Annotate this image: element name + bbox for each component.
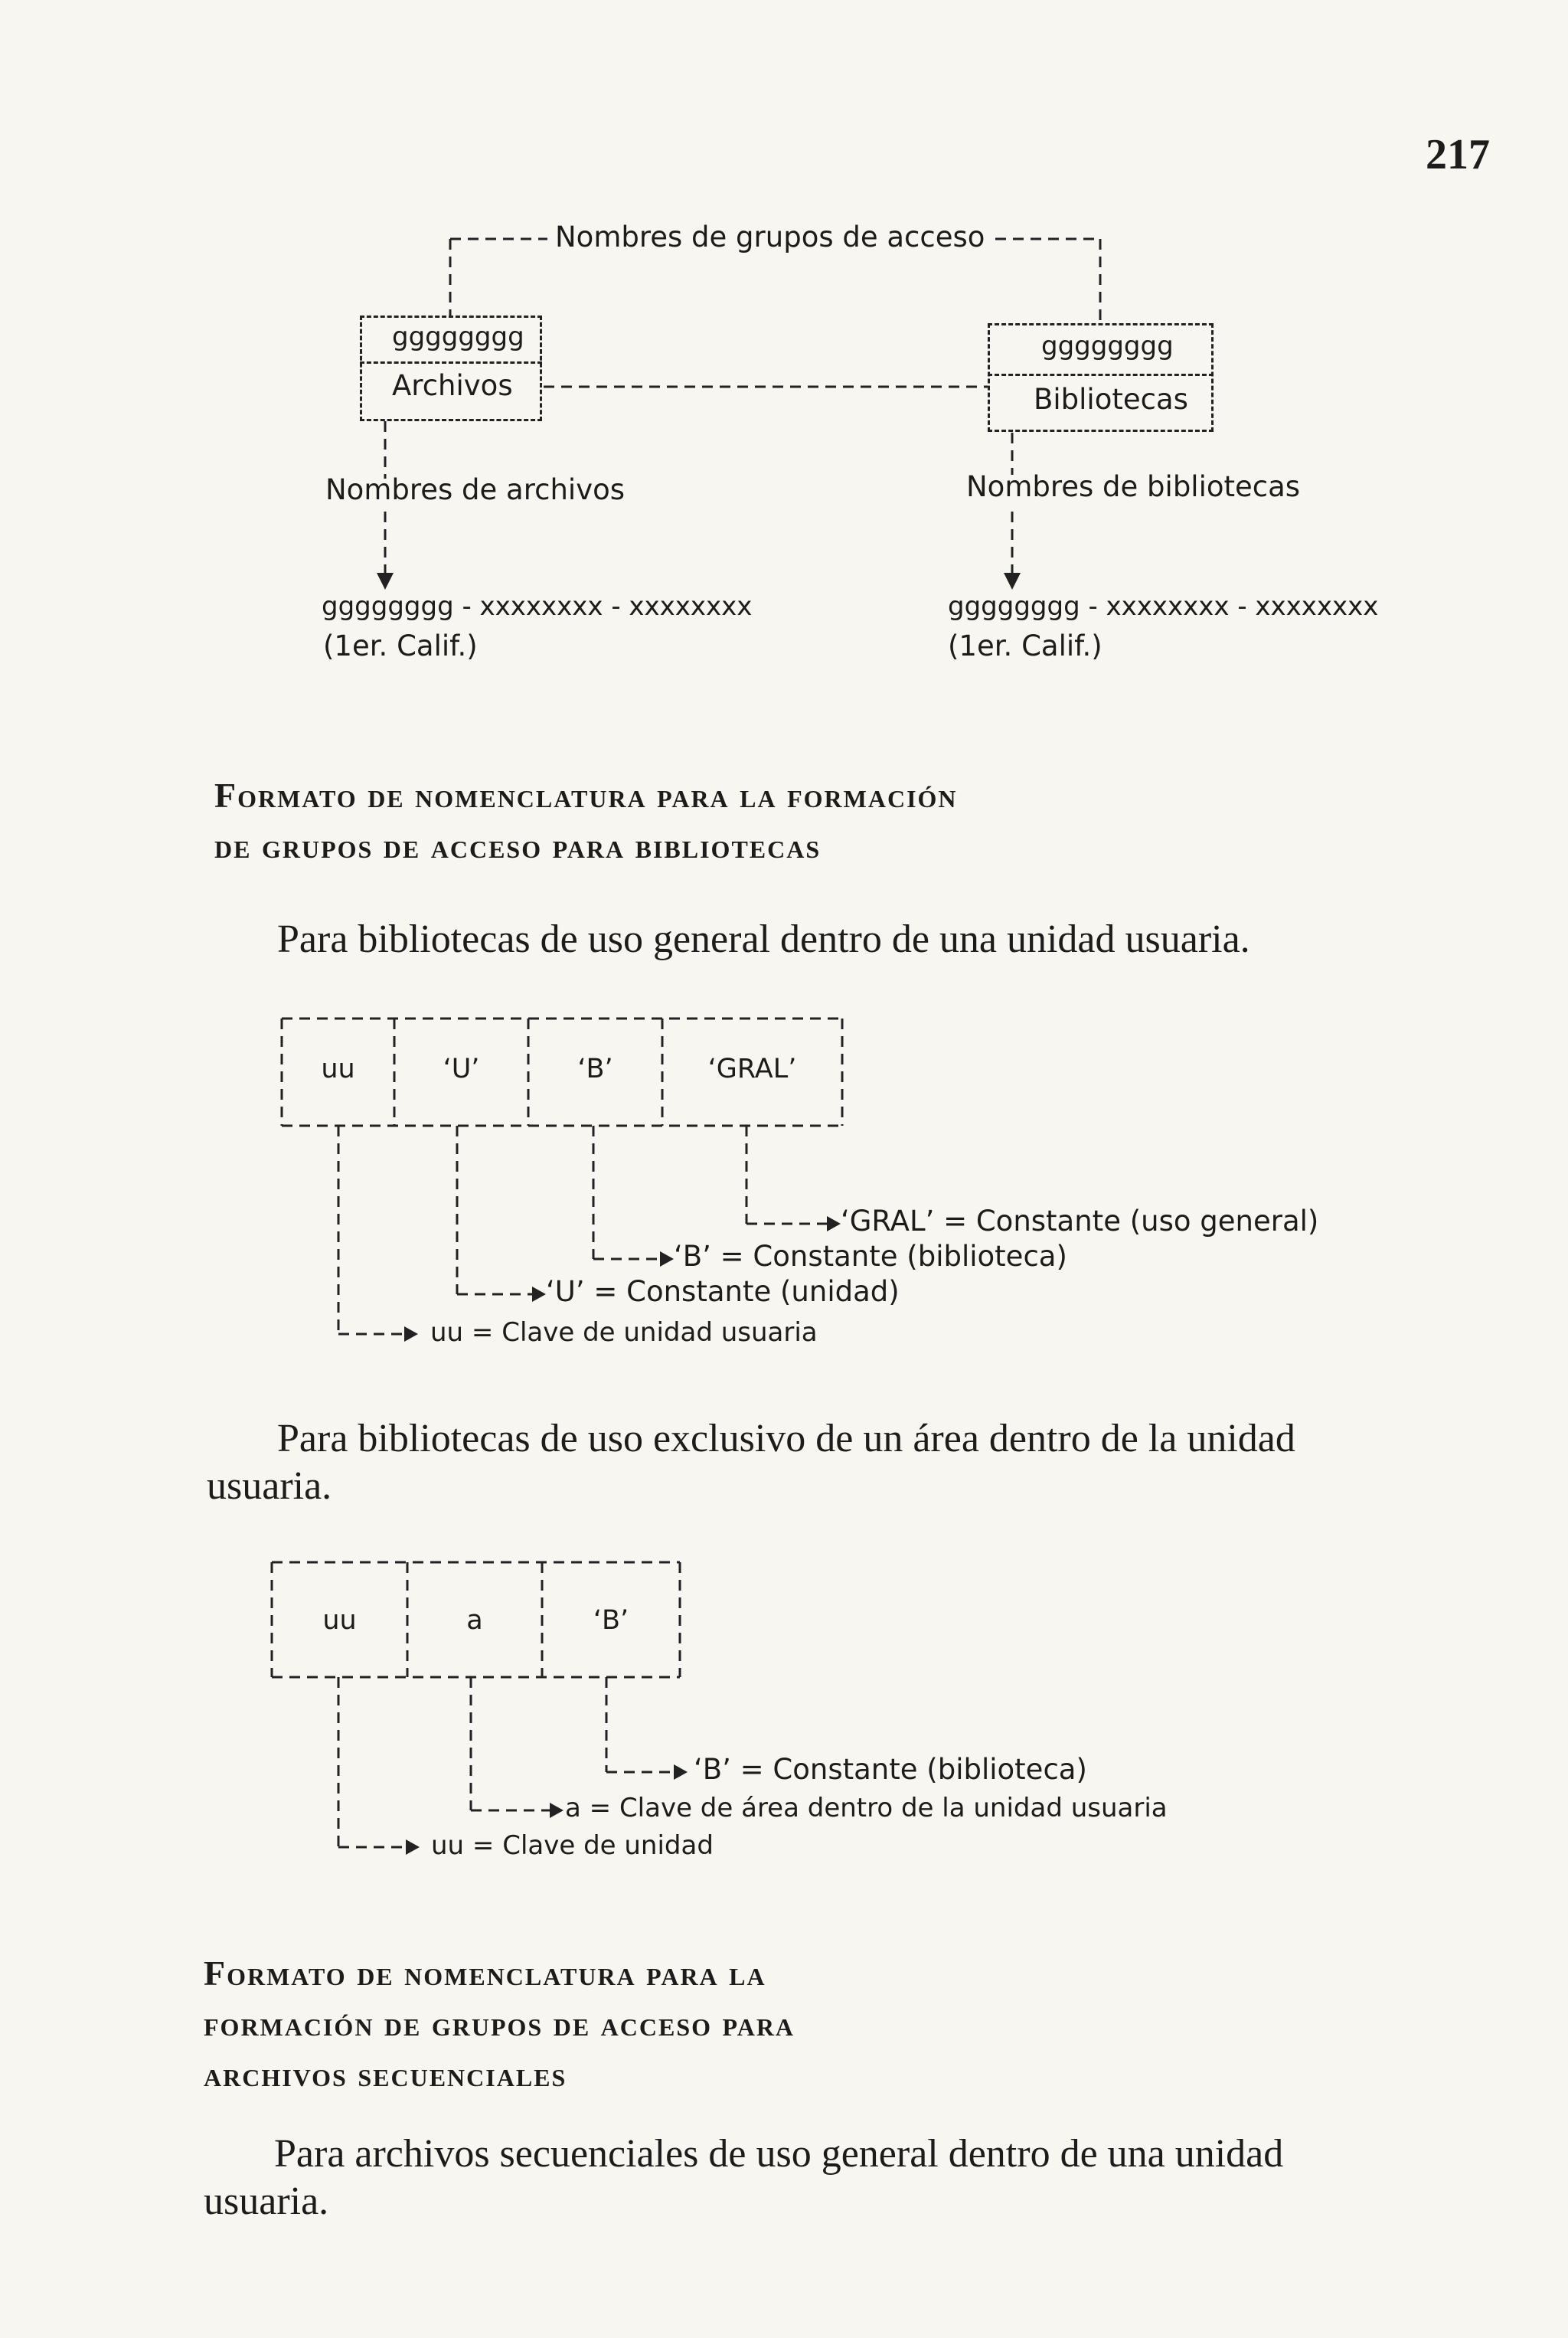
section-title-line: Formato de nomenclatura para la formación [214,776,958,815]
cell-u-constant: ‘U’ [443,1054,480,1084]
section-title-line: de grupos de acceso para bibliotecas [214,826,822,865]
cell-gral-constant: ‘GRAL’ [707,1054,797,1084]
bibliotecas-caption: Nombres de bibliotecas [966,470,1301,503]
cell-unit-key: uu [321,1054,355,1084]
paragraph-line: Para bibliotecas de uso exclusivo de un área dentro de la unidad [277,1417,1295,1460]
cell-area-key: a [466,1605,483,1636]
archivos-name-format: gggggggg - xxxxxxxx - xxxxxxxx [322,591,753,622]
cell-unit-key: uu [322,1605,357,1636]
section-title-line: formación de grupos de acceso para [204,2004,795,2043]
paragraph-line: Para archivos secuenciales de uso general dentro de una unidad [274,2132,1284,2176]
legend-area: a = Clave de área dentro de la unidad usuaria [565,1793,1168,1823]
section-title-line: archivos secuenciales [204,2055,567,2094]
bibliotecas-name-format: gggggggg - xxxxxxxx - xxxxxxxx [948,591,1379,622]
archivos-label: Archivos [392,369,513,402]
legend-b: ‘B’ = Constante (biblioteca) [674,1240,1067,1273]
access-groups-label: Nombres de grupos de acceso [555,221,985,253]
legend-gral: ‘GRAL’ = Constante (uso general) [841,1205,1319,1238]
archivos-placeholder: gggggggg [392,322,524,352]
cell-b-constant: ‘B’ [593,1605,629,1636]
section-title-line: Formato de nomenclatura para la [204,1954,766,1993]
bibliotecas-placeholder: gggggggg [1041,331,1174,361]
page-number: 217 [1426,131,1490,178]
paragraph-sequential-files [204,2130,1283,2225]
paragraph-general-use: Para bibliotecas de uso general dentro de una unidad usuaria. [277,917,1250,961]
archivos-qualifier: (1er. Calif.) [323,629,478,662]
legend-uu: uu = Clave de unidad [431,1830,714,1861]
section-title-archivos [204,1948,795,2100]
paragraph-line: usuaria. [207,1464,332,1508]
legend-u: ‘U’ = Constante (unidad) [546,1275,900,1308]
bibliotecas-label: Bibliotecas [1034,383,1188,416]
legend-b: ‘B’ = Constante (biblioteca) [694,1753,1087,1786]
bibliotecas-qualifier: (1er. Calif.) [948,629,1102,662]
cell-b-constant: ‘B’ [577,1054,613,1084]
legend-uu: uu = Clave de unidad usuaria [430,1317,818,1348]
paragraph-line: usuaria. [204,2179,329,2223]
archivos-caption: Nombres de archivos [325,473,626,506]
